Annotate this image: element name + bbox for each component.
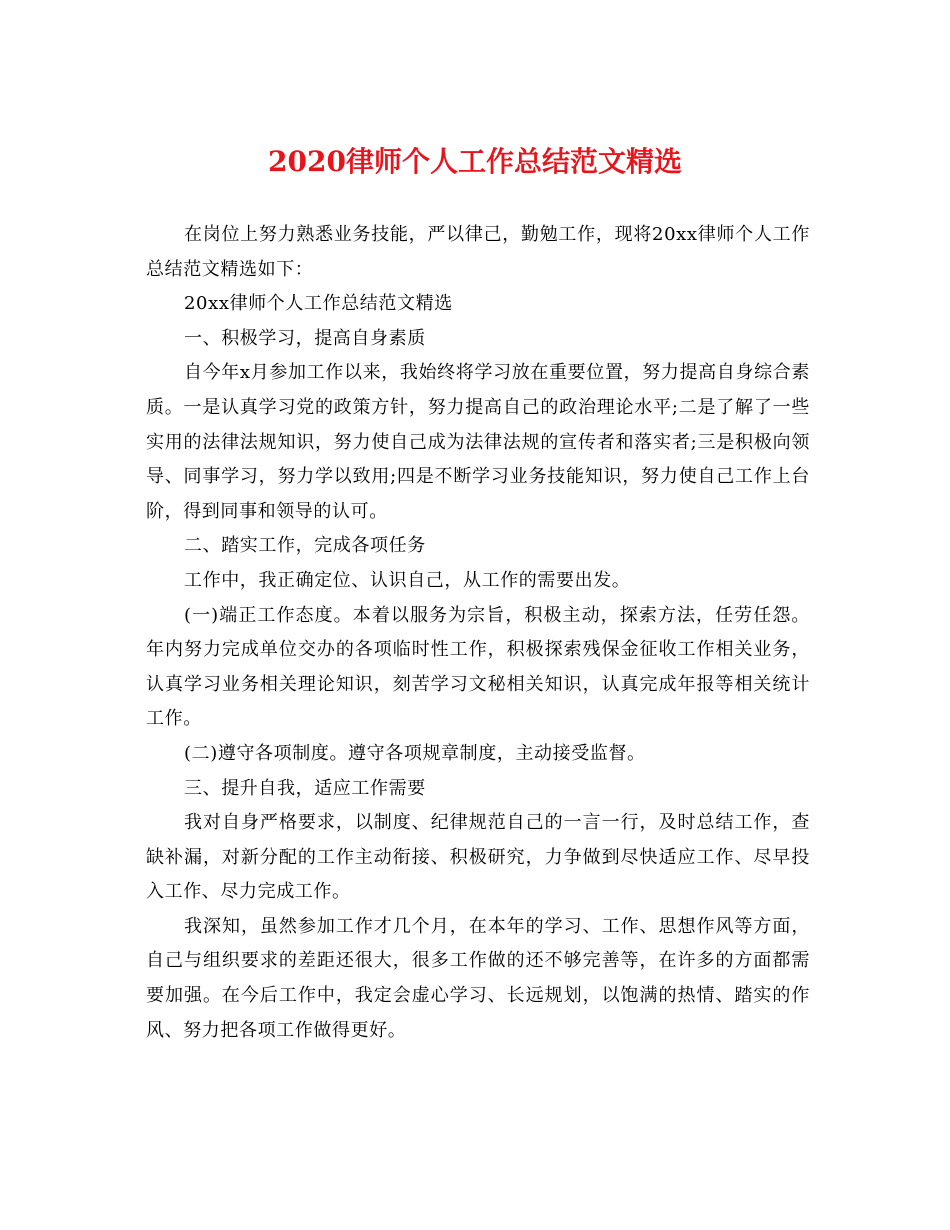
- document-body: [146, 218, 810, 1048]
- page-title: 2020律师个人工作总结范文精选: [268, 145, 682, 178]
- section-heading-3: 三、提升自我，适应工作需要: [184, 777, 426, 799]
- paragraph-section-1: 自今年x月参加工作以来，我始终将学习放在重要位置，努力提高自身综合素质。一是认真学习党的政策方针，努力提高自己的政治理论水平;二是了解了一些实用的法律法规知识，努力使自己成为法律法规的宣传者和落实者;三是积极向领导、同事学习，努力学以致用;四是不断学习业务技能知识，努力使自己工作上台阶，得到同事和领导的认可。: [146, 362, 810, 522]
- paragraph-subtitle: 20xx律师个人工作总结范文精选: [184, 293, 453, 315]
- paragraph-conclusion: 我深知，虽然参加工作才几个月，在本年的学习、工作、思想作风等方面，自己与组织要求的差距还很大，很多工作做的还不够完善等，在许多的方面都需要加强。在今后工作中，我定会虚心学习、长远规划，以饱满的热情、踏实的作风、努力把各项工作做得更好。: [146, 915, 810, 1041]
- paragraph-section-2-item-2: (二)遵守各项制度。遵守各项规章制度，主动接受监督。: [184, 742, 646, 764]
- paragraph-section-2-item-1: (一)端正工作态度。本着以服务为宗旨，积极主动，探索方法，任劳任怨。年内努力完成单位交办的各项临时性工作，积极探索残保金征收工作相关业务，认真学习业务相关理论知识，刻苦学习文秘相关知识，认真完成年报等相关统计工作。: [146, 604, 810, 730]
- paragraph-section-3: 我对自身严格要求，以制度、纪律规范自己的一言一行，及时总结工作，查缺补漏，对新分配的工作主动衔接、积极研究，力争做到尽快适应工作、尽早投入工作、尽力完成工作。: [146, 812, 810, 903]
- paragraph-intro: 在岗位上努力熟悉业务技能，严以律己，勤勉工作，现将20xx律师个人工作总结范文精选如下：: [146, 224, 810, 280]
- section-heading-2: 二、踏实工作，完成各项任务: [184, 535, 426, 557]
- paragraph-section-2-intro: 工作中，我正确定位、认识自己，从工作的需要出发。: [184, 569, 631, 591]
- section-heading-1: 一、积极学习，提高自身素质: [184, 327, 426, 349]
